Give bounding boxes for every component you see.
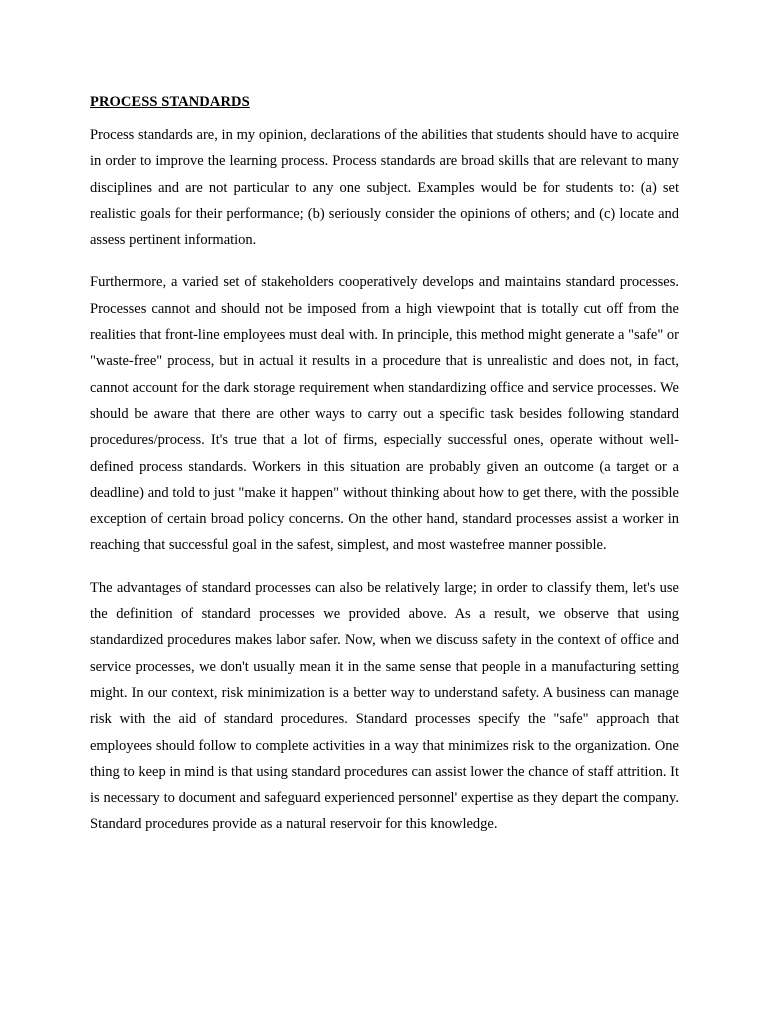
paragraph-process-standards-definition: Process standards are, in my opinion, declarations of the abilities that students should have to acquire in order to improve the learning process. Process standards are broad skills that are relevant to many disciplines and are not particular to any one subject. Examples would be for students to: (a) set realistic goals for their performance; (b) seriously consider the opinions of others; and (c) locate and assess pertinent information.	[90, 127, 679, 249]
document-title: PROCESS STANDARDS	[90, 94, 250, 110]
paragraph-advantages: The advantages of standard processes can also be relatively large; in order to classify them, let's use the definition of standard processes we provided above. As a result, we observe that using standardized procedures makes labor safer. Now, when we discuss safety in the context of office and service processes, we don't usually mean it in the same sense that people in a manufacturing setting might. In our context, risk minimization is a better way to understand safety. A business can manage risk with the aid of standard procedures. Standard processes specify the "safe" approach that employees should follow to complete activities in a way that minimizes risk to the organization. One thing to keep in mind is that using standard procedures can assist lower the chance of staff attrition. It is necessary to document and safeguard experienced personnel' expertise as they depart the company. Standard procedures provide as a natural reservoir for this knowledge.	[90, 579, 679, 833]
document-body	[90, 92, 679, 854]
paragraph-stakeholders: Furthermore, a varied set of stakeholders cooperatively develops and maintains standard processes. Processes cannot and should not be imposed from a high viewpoint that is totally cut off from the realities that front-line employees must deal with. In principle, this method might generate a "safe" or "waste-free" process, but in actual it results in a procedure that is unrealistic and does not, in fact, cannot account for the dark storage requirement when standardizing office and service processes. We should be aware that there are other ways to carry out a specific task besides following standard procedures/process. It's true that a lot of firms, especially successful ones, operate without well-defined process standards. Workers in this situation are probably given an outcome (a target or a deadline) and told to just "make it happen" without thinking about how to get there, with the possible exception of certain broad policy concerns. On the other hand, standard processes assist a worker in reaching that successful goal in the safest, simplest, and most wastefree manner possible.	[90, 274, 679, 554]
